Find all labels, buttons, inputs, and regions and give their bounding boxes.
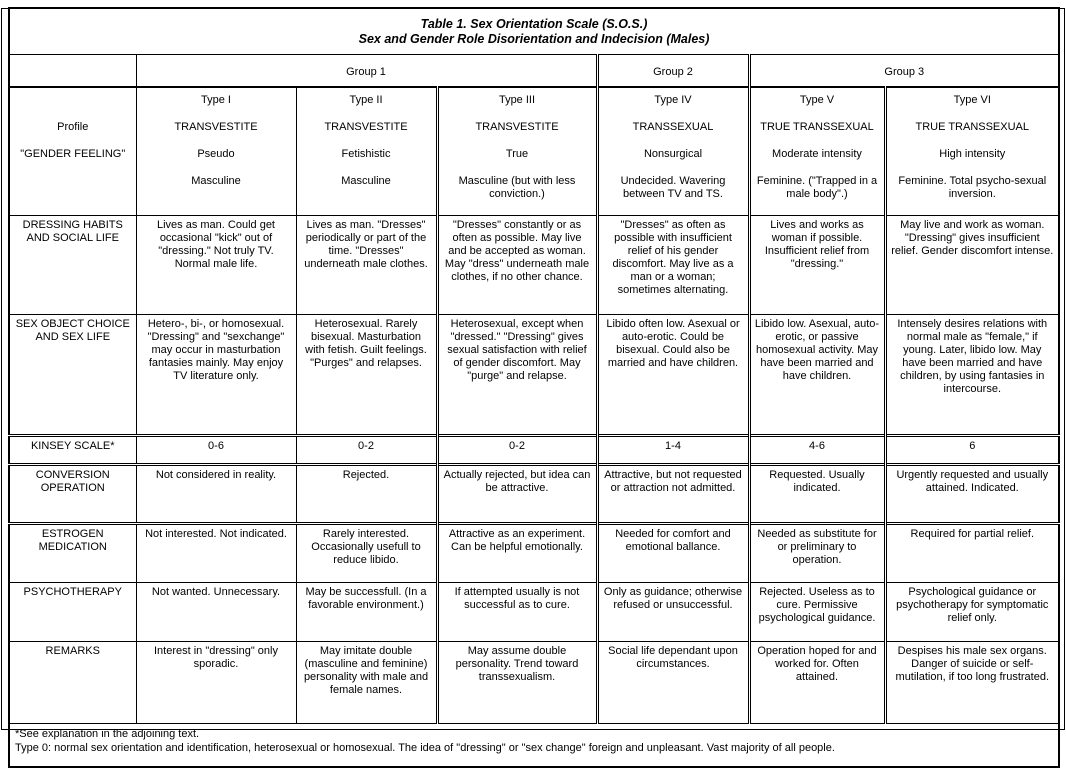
row-conversion-operation bbox=[9, 465, 1059, 524]
row-estrogen-medication bbox=[9, 524, 1059, 583]
footnotes-cell bbox=[9, 724, 1059, 768]
table-title-line2: Sex and Gender Role Disorientation and Indecision (Males) bbox=[358, 32, 710, 46]
table-title-line1: Table 1. Sex Orientation Scale (S.O.S.) bbox=[420, 17, 648, 31]
profile-cell-type1 bbox=[136, 87, 296, 216]
footnote-asterisk: *See explanation in the adjoining text. bbox=[15, 728, 200, 740]
cell-sexobj-type1: Hetero-, bi-, or homosexual. "Dressing" and "sexchange" may occur in masturbation fantasies mainly. May enjoy TV literature only. bbox=[136, 315, 296, 436]
cell-kinsey-type5: 4-6 bbox=[749, 436, 885, 465]
cell-kinsey-type2: 0-2 bbox=[296, 436, 437, 465]
type6-feeling: Feminine. Total psycho-sexual inversion. bbox=[898, 175, 1047, 200]
profile-header-line2: "GENDER FEELING" bbox=[20, 148, 126, 160]
cell-sexobj-type2: Heterosexual. Rarely bisexual. Masturbation with fetish. Guilt feelings. "Purges" and relapses. bbox=[296, 315, 437, 436]
type1-category: TRANSVESTITE bbox=[174, 121, 258, 133]
cell-conversion-type6: Urgently requested and usually attained. Indicated. bbox=[885, 465, 1059, 524]
type4-subtype: Nonsurgical bbox=[643, 148, 703, 160]
row-dressing-habits bbox=[9, 216, 1059, 315]
cell-sexobj-type5: Libido low. Asexual, auto-erotic, or passive homosexual activity. May have been married and have children. bbox=[749, 315, 885, 436]
type2-subtype: Fetishistic bbox=[341, 148, 391, 160]
profile-cell-type4 bbox=[597, 87, 749, 216]
cell-remarks-type2: May imitate double (masculine and feminine) personality with male and female names. bbox=[296, 642, 437, 724]
type5-category: TRUE TRANSSEXUAL bbox=[760, 121, 874, 133]
type6-label: Type VI bbox=[953, 94, 991, 106]
cell-kinsey-type4: 1-4 bbox=[597, 436, 749, 465]
cell-dressing-type3: "Dresses" constantly or as often as possible. May live and be accepted as woman. May "dress" underneath male clothes, if no other chance. bbox=[437, 216, 597, 315]
cell-sexobj-type3: Heterosexual, except when "dressed." "Dressing" gives sexual satisfaction with relief of gender discomfort. May "purge" and relapse. bbox=[437, 315, 597, 436]
table-title-row bbox=[9, 8, 1059, 55]
type6-subtype: High intensity bbox=[939, 148, 1006, 160]
row-header-conversion: CONVERSION OPERATION bbox=[9, 465, 136, 524]
row-psychotherapy bbox=[9, 583, 1059, 642]
cell-conversion-type4: Attractive, but not requested or attraction not admitted. bbox=[597, 465, 749, 524]
type1-label: Type I bbox=[201, 94, 231, 106]
cell-estrogen-type4: Needed for comfort and emotional ballance. bbox=[597, 524, 749, 583]
type2-category: TRANSVESTITE bbox=[324, 121, 408, 133]
cell-estrogen-type2: Rarely interested. Occasionally usefull to reduce libido. bbox=[296, 524, 437, 583]
row-header-remarks: REMARKS bbox=[9, 642, 136, 724]
cell-psychotherapy-type2: May be successfull. (In a favorable environment.) bbox=[296, 583, 437, 642]
cell-conversion-type3: Actually rejected, but idea can be attractive. bbox=[437, 465, 597, 524]
cell-psychotherapy-type5: Rejected. Useless as to cure. Permissive psychological guidance. bbox=[749, 583, 885, 642]
cell-estrogen-type1: Not interested. Not indicated. bbox=[136, 524, 296, 583]
cell-psychotherapy-type4: Only as guidance; otherwise refused or unsuccessful. bbox=[597, 583, 749, 642]
cell-sexobj-type6: Intensely desires relations with normal male as "female," if young. Later, libido low. May have been married and have children, by using fantasies in intercourse. bbox=[885, 315, 1059, 436]
row-header-sexobj: SEX OBJECT CHOICE AND SEX LIFE bbox=[9, 315, 136, 436]
cell-remarks-type4: Social life dependant upon circumstances. bbox=[597, 642, 749, 724]
profile-header-line1: Profile bbox=[57, 121, 89, 133]
row-sex-object-choice bbox=[9, 315, 1059, 436]
type3-subtype: True bbox=[505, 148, 529, 160]
profile-header-spacer bbox=[14, 94, 132, 107]
row-header-estrogen: ESTROGEN MEDICATION bbox=[9, 524, 136, 583]
cell-psychotherapy-type3: If attempted usually is not successful as to cure. bbox=[437, 583, 597, 642]
cell-estrogen-type5: Needed as substitute for or preliminary to operation. bbox=[749, 524, 885, 583]
cell-conversion-type5: Requested. Usually indicated. bbox=[749, 465, 885, 524]
type4-feeling: Undecided. Wavering between TV and TS. bbox=[620, 175, 726, 200]
cell-psychotherapy-type1: Not wanted. Unnecessary. bbox=[136, 583, 296, 642]
profile-cell-type3 bbox=[437, 87, 597, 216]
cell-estrogen-type6: Required for partial relief. bbox=[885, 524, 1059, 583]
row-remarks bbox=[9, 642, 1059, 724]
cell-kinsey-type1: 0-6 bbox=[136, 436, 296, 465]
profile-row-header bbox=[9, 87, 136, 216]
profile-cell-type5 bbox=[749, 87, 885, 216]
type4-label: Type IV bbox=[654, 94, 692, 106]
profile-cell-type2 bbox=[296, 87, 437, 216]
type5-feeling: Feminine. ("Trapped in a male body".) bbox=[756, 175, 878, 200]
type5-subtype: Moderate intensity bbox=[772, 148, 862, 160]
cell-remarks-type3: May assume double personality. Trend toward transsexualism. bbox=[437, 642, 597, 724]
group-header-row bbox=[9, 55, 1059, 88]
type3-label: Type III bbox=[498, 94, 536, 106]
cell-dressing-type4: "Dresses" as often as possible with insufficient relief of his gender discomfort. May live as a man or a woman; sometimes alternating. bbox=[597, 216, 749, 315]
row-header-kinsey: KINSEY SCALE* bbox=[9, 436, 136, 465]
type4-category: TRANSSEXUAL bbox=[632, 121, 714, 133]
cell-remarks-type1: Interest in "dressing" only sporadic. bbox=[136, 642, 296, 724]
group-1-header: Group 1 bbox=[136, 55, 597, 88]
type3-category: TRANSVESTITE bbox=[475, 121, 559, 133]
type1-feeling: Masculine bbox=[191, 175, 241, 187]
footnotes-row bbox=[9, 724, 1059, 768]
table-title-cell bbox=[9, 8, 1059, 55]
type6-category: TRUE TRANSSEXUAL bbox=[915, 121, 1030, 133]
cell-kinsey-type3: 0-2 bbox=[437, 436, 597, 465]
row-header-dressing: DRESSING HABITS AND SOCIAL LIFE bbox=[9, 216, 136, 315]
cell-dressing-type6: May live and work as woman. "Dressing" gives insufficient relief. Gender discomfort intense. bbox=[885, 216, 1059, 315]
cell-dressing-type1: Lives as man. Could get occasional "kick" out of "dressing." Not truly TV. Normal male life. bbox=[136, 216, 296, 315]
cell-estrogen-type3: Attractive as an experiment. Can be helpful emotionally. bbox=[437, 524, 597, 583]
cell-sexobj-type4: Libido often low. Asexual or auto-erotic. Could be bisexual. Could also be married and have children. bbox=[597, 315, 749, 436]
sex-orientation-scale-table bbox=[8, 7, 1060, 768]
profile-row bbox=[9, 87, 1059, 216]
type5-label: Type V bbox=[799, 94, 835, 106]
type3-feeling: Masculine (but with less conviction.) bbox=[458, 175, 576, 200]
cell-conversion-type2: Rejected. bbox=[296, 465, 437, 524]
footnote-type0: Type 0: normal sex orientation and identification, heterosexual or homosexual. The idea of "dressing" or "sex change" foreign and unpleasant. Vast majority of all people. bbox=[15, 742, 835, 754]
cell-remarks-type5: Operation hoped for and worked for. Often attained. bbox=[749, 642, 885, 724]
type2-label: Type II bbox=[349, 94, 383, 106]
type2-feeling: Masculine bbox=[341, 175, 391, 187]
cell-remarks-type6: Despises his male sex organs. Danger of suicide or self-mutilation, if too long frustrated. bbox=[885, 642, 1059, 724]
cell-kinsey-type6: 6 bbox=[885, 436, 1059, 465]
cell-dressing-type5: Lives and works as woman if possible. Insufficient relief from "dressing." bbox=[749, 216, 885, 315]
profile-cell-type6 bbox=[885, 87, 1059, 216]
cell-dressing-type2: Lives as man. "Dresses" periodically or part of the time. "Dresses" underneath male clothes. bbox=[296, 216, 437, 315]
group-header-empty-cell bbox=[9, 55, 136, 88]
type1-subtype: Pseudo bbox=[197, 148, 235, 160]
row-kinsey-scale bbox=[9, 436, 1059, 465]
row-header-psychotherapy: PSYCHOTHERAPY bbox=[9, 583, 136, 642]
group-3-header: Group 3 bbox=[749, 55, 1059, 88]
cell-conversion-type1: Not considered in reality. bbox=[136, 465, 296, 524]
group-2-header: Group 2 bbox=[597, 55, 749, 88]
cell-psychotherapy-type6: Psychological guidance or psychotherapy for symptomatic relief only. bbox=[885, 583, 1059, 642]
